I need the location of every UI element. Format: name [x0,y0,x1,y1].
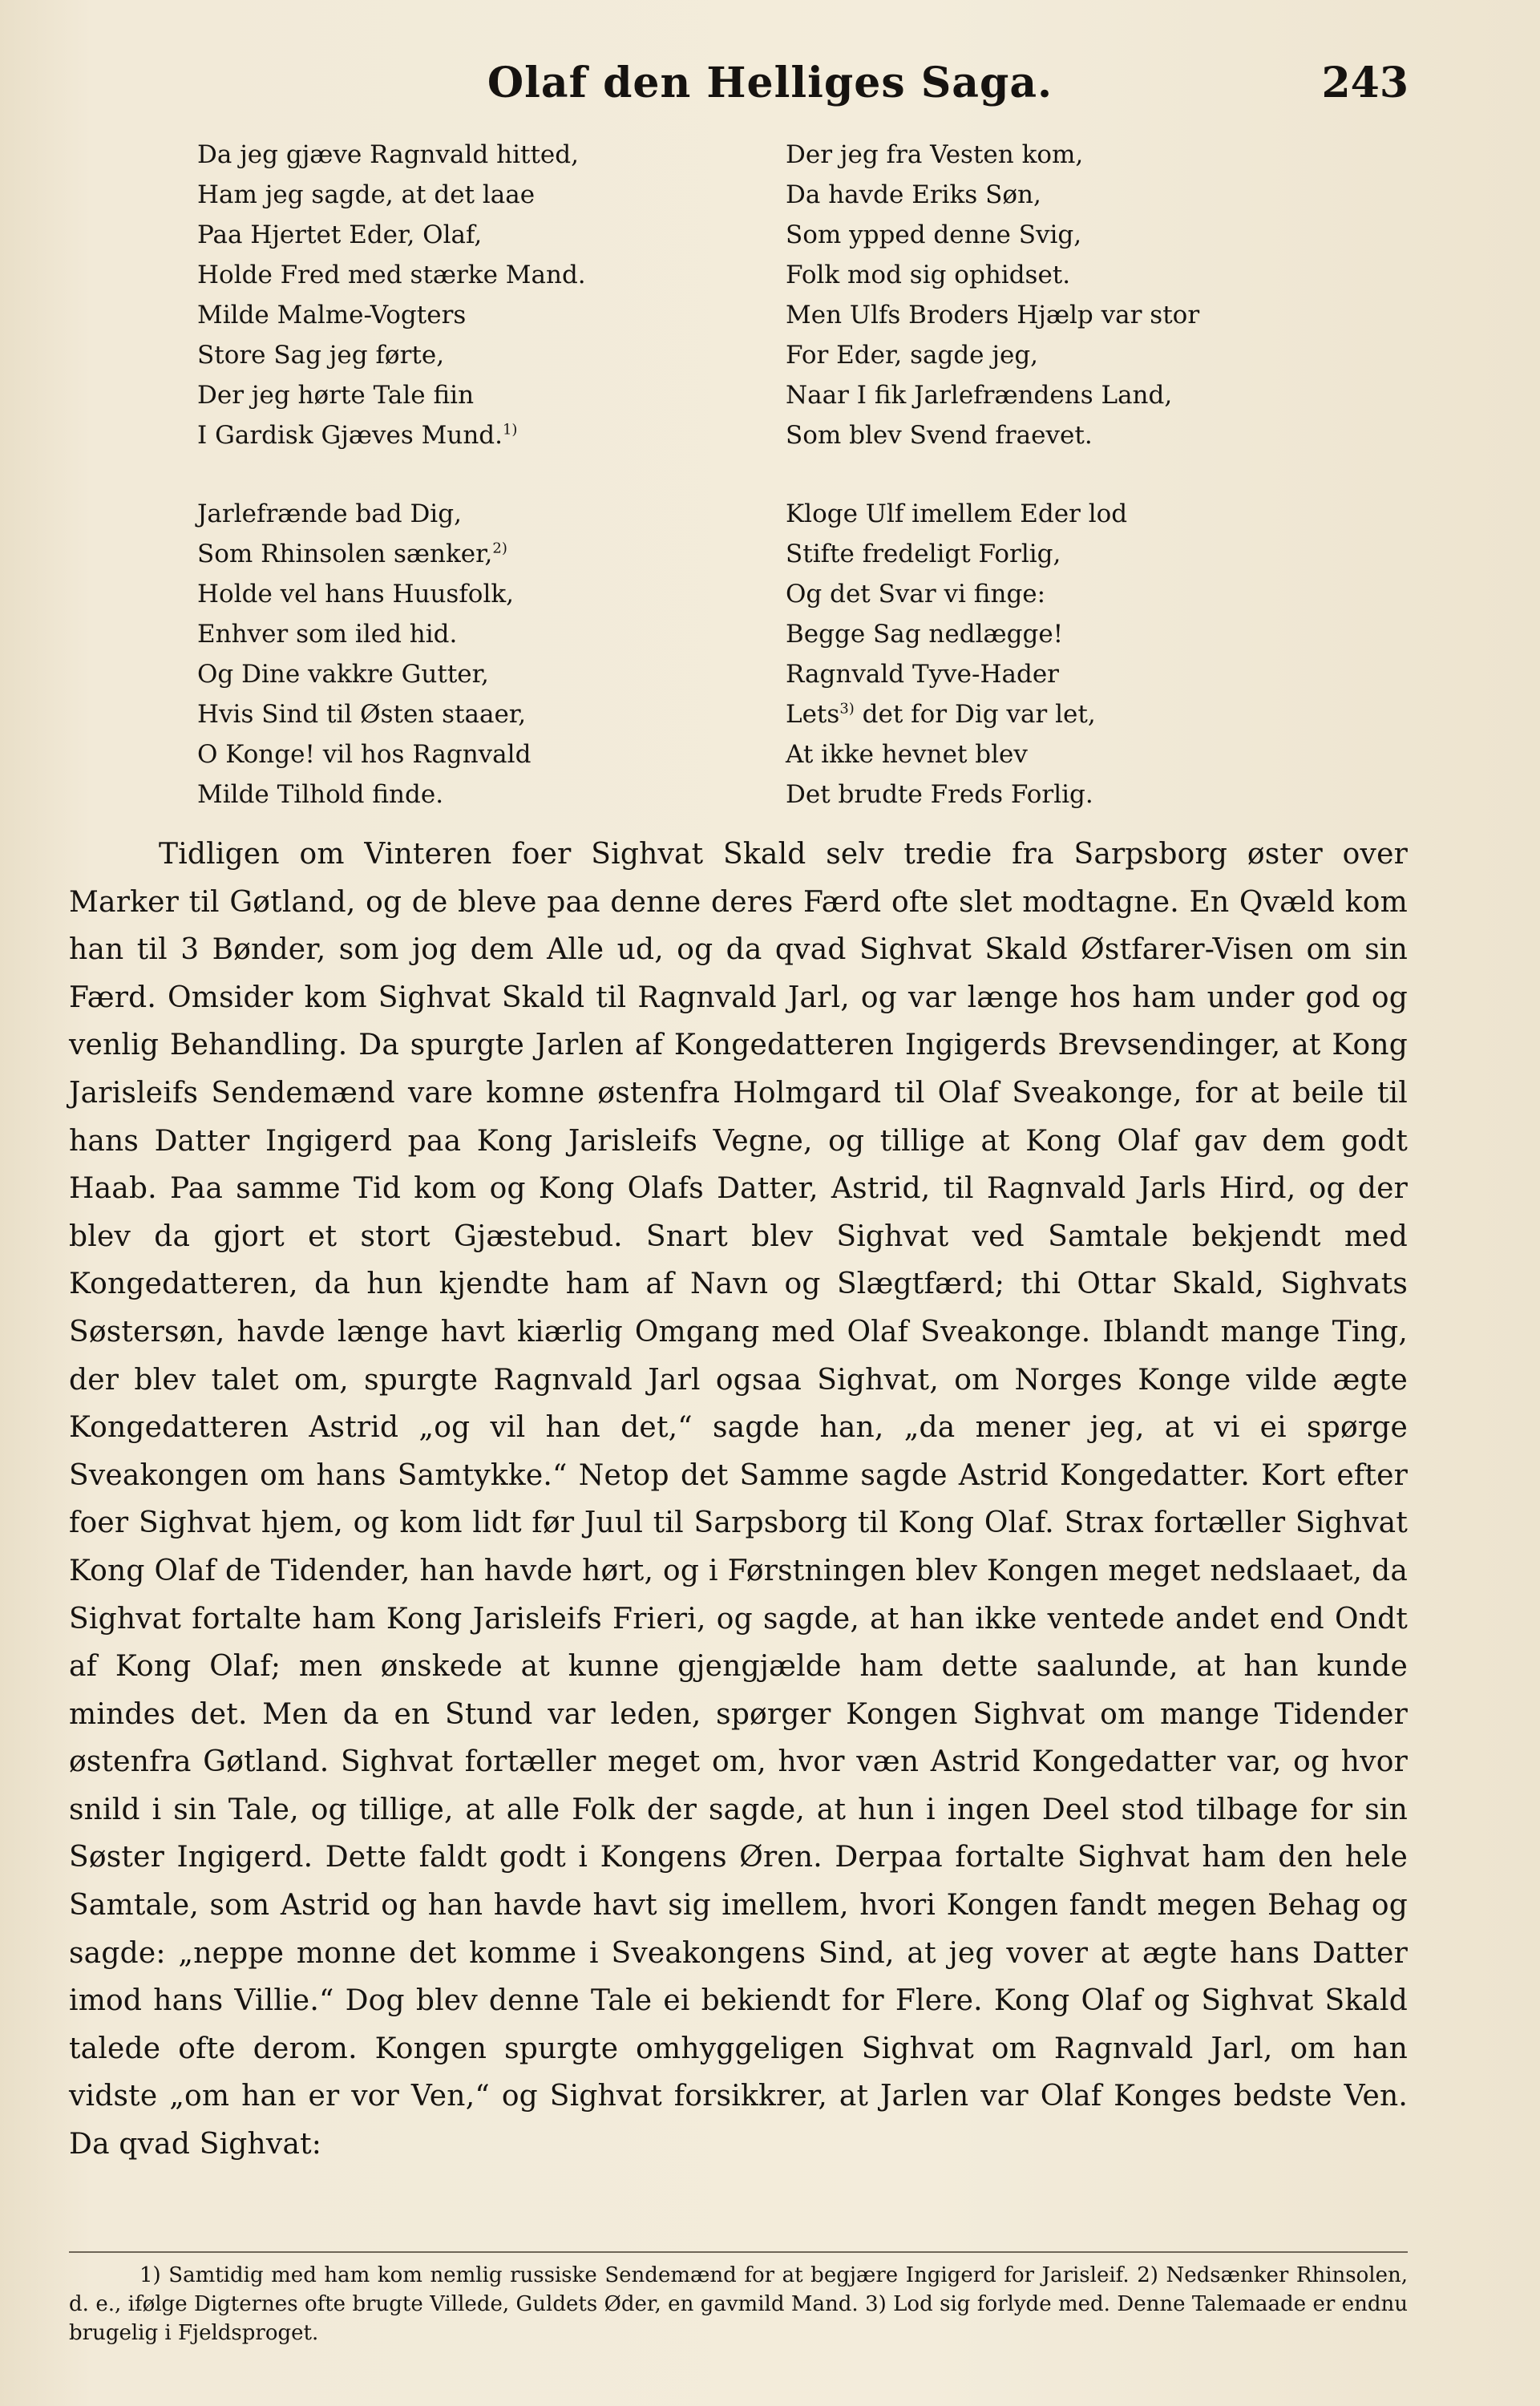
verse-line: Enhver som iled hid. [197,620,458,649]
footnote-marker: 3) [839,700,855,718]
verse-line-text: Som Rhinsolen sænker, [197,540,493,568]
verse-line: At ikke hevnet blev [786,740,1028,769]
verse-line: Men Ulfs Broders Hjælp var stor [786,301,1200,330]
verse-right-column [786,135,1199,815]
verse-line: Der jeg fra Vesten kom, [786,140,1084,169]
verse-line: Kloge Ulf imellem Eder lod [786,499,1128,528]
verse-line: Naar I fik Jarlefrændens Land, [786,381,1173,410]
footnotes: 1) Samtidig med ham kom nemlig russiske Sendemænd for at begjære Ingigerd for Jarisleif. 2) Nedsænker Rhinsolen, d. e., ifølge Digternes ofte brugte Villede, Guldets Øder, en gavmild Mand. 3) Lod sig forlyde med. Denne Talemaade er endnu brugelig i Fjeldsproget. [69,2263,1408,2345]
verse-left-column [197,135,586,815]
verse-line: Det brudte Freds Forlig. [786,780,1093,809]
verse-line: For Eder, sagde jeg, [786,341,1039,370]
stanza-gap [197,455,586,494]
verse-line: Holde vel hans Huusfolk, [197,580,515,609]
verse-line: Ragnvald Tyve-Hader [786,660,1059,689]
verse-line: Og Dine vakkre Gutter, [197,660,489,689]
verse-line: Paa Hjertet Eder, Olaf, [197,220,483,249]
verse-line: Begge Sag nedlægge! [786,620,1064,649]
verse-line: Der jeg hørte Tale fiin [197,381,475,410]
verse-line-with-note [786,694,1199,734]
running-header-title: Olaf den Helliges Saga. [487,59,1053,107]
verse-line-with-note [197,415,586,455]
verse-line: O Konge! vil hos Ragnvald [197,740,532,769]
verse-line: Jarlefrænde bad Dig, [197,499,462,528]
page-number: 243 [1321,59,1409,107]
verse-line-with-note [197,534,586,574]
verse-line: Milde Malme-Vogters [197,301,467,330]
footnote-separator [69,2251,1408,2253]
verse-line: Da havde Eriks Søn, [786,180,1041,209]
verse-line: Da jeg gjæve Ragnvald hitted, [197,140,579,169]
verse-line-text: det for Dig var let, [854,700,1096,729]
verse-line: Som ypped denne Svig, [786,220,1082,249]
verse-line: Holde Fred med stærke Mand. [197,261,586,289]
verse-line: Stifte fredeligt Forlig, [786,540,1061,568]
verse-line: Milde Tilhold finde. [197,780,444,809]
verse-line: Folk mod sig ophidset. [786,261,1071,289]
verse-line: Ham jeg sagde, at det laae [197,180,536,209]
footnote-marker: 1) [502,421,518,439]
stanza-gap [786,455,1199,494]
body-paragraph: Tidligen om Vinteren foer Sighvat Skald selv tredie fra Sarpsborg øster over Marker til Gøtland, og de bleve paa denne deres Færd ofte slet modtagne. En Qvæld kom han til 3 Bønder, som jog dem Alle ud, og da qvad Sighvat Skald Østfarer-Visen om sin Færd. Omsider kom Sighvat Skald til Ragnvald Jarl, og var længe hos ham under god og venlig Behandling. Da spurgte Jarlen af Kongedatteren Ingigerds Brevsendinger, at Kong Jarisleifs Sendemænd vare komne østenfra Holmgard til Olaf Sveakonge, for at beile til hans Datter Ingigerd paa Kong Jarisleifs Vegne, og tillige at Kong Olaf gav dem godt Haab. Paa samme Tid kom og Kong Olafs Datter, Astrid, til Ragnvald Jarls Hird, og der blev da gjort et stort Gjæstebud. Snart blev Sighvat ved Samtale bekjendt med Kongedatteren, da hun kjendte ham af Navn og Slægtfærd; thi Ottar Skald, Sighvats Søstersøn, havde længe havt kiærlig Omgang med Olaf Sveakonge. Iblandt mange Ting, der blev talet om, spurgte Ragnvald Jarl ogsaa Sighvat, om Norges Konge vilde ægte Kongedatteren Astrid „og vil han det,“ sagde han, „da mener jeg, at vi ei spørge Sveakongen om hans Samtykke.“ Netop det Samme sagde Astrid Kongedatter. Kort efter foer Sighvat hjem, og kom lidt før Juul til Sarpsborg til Kong Olaf. Strax fortæller Sighvat Kong Olaf de Tidender, han havde hørt, og i Førstningen blev Kongen meget nedslaaet, da Sighvat fortalte ham Kong Jarisleifs Frieri, og sagde, at han ikke ventede andet end Ondt af Kong Olaf; men ønskede at kunne gjengjælde ham dette saalunde, at han kunde mindes det. Men da en Stund var leden, spørger Kongen Sighvat om mange Tidender østenfra Gøtland. Sighvat fortæller meget om, hvor væn Astrid Kongedatter var, og hvor snild i sin Tale, og tillige, at alle Folk der sagde, at hun i ingen Deel stod tilbage for sin Søster Ingigerd. Dette faldt godt i Kongens Øren. Derpaa fortalte Sighvat ham den hele Samtale, som Astrid og han havde havt sig imellem, hvori Kongen fandt megen Behag og sagde: „neppe monne det komme i Sveakongens Sind, at jeg vover at ægte hans Datter imod hans Villie.“ Dog blev denne Tale ei bekiendt for Flere. Kong Olaf og Sighvat Skald talede ofte derom. Kongen spurgte omhyggeligen Sighvat om Ragnvald Jarl, om han vidste „om han er vor Ven,“ og Sighvat forsikkrer, at Jarlen var Olaf Konges bedste Ven. Da qvad Sighvat: [69,838,1408,2161]
verse-line: Som blev Svend fraevet. [786,421,1093,450]
verse-line: Hvis Sind til Østen staaer, [197,700,527,729]
verse-line: Og det Svar vi finge: [786,580,1046,609]
verse-line: Store Sag jeg førte, [197,341,445,370]
verse-line-text: I Gardisk Gjæves Mund. [197,421,503,450]
footnote-marker: 2) [492,540,507,557]
verse-line-text: Lets [786,700,840,729]
